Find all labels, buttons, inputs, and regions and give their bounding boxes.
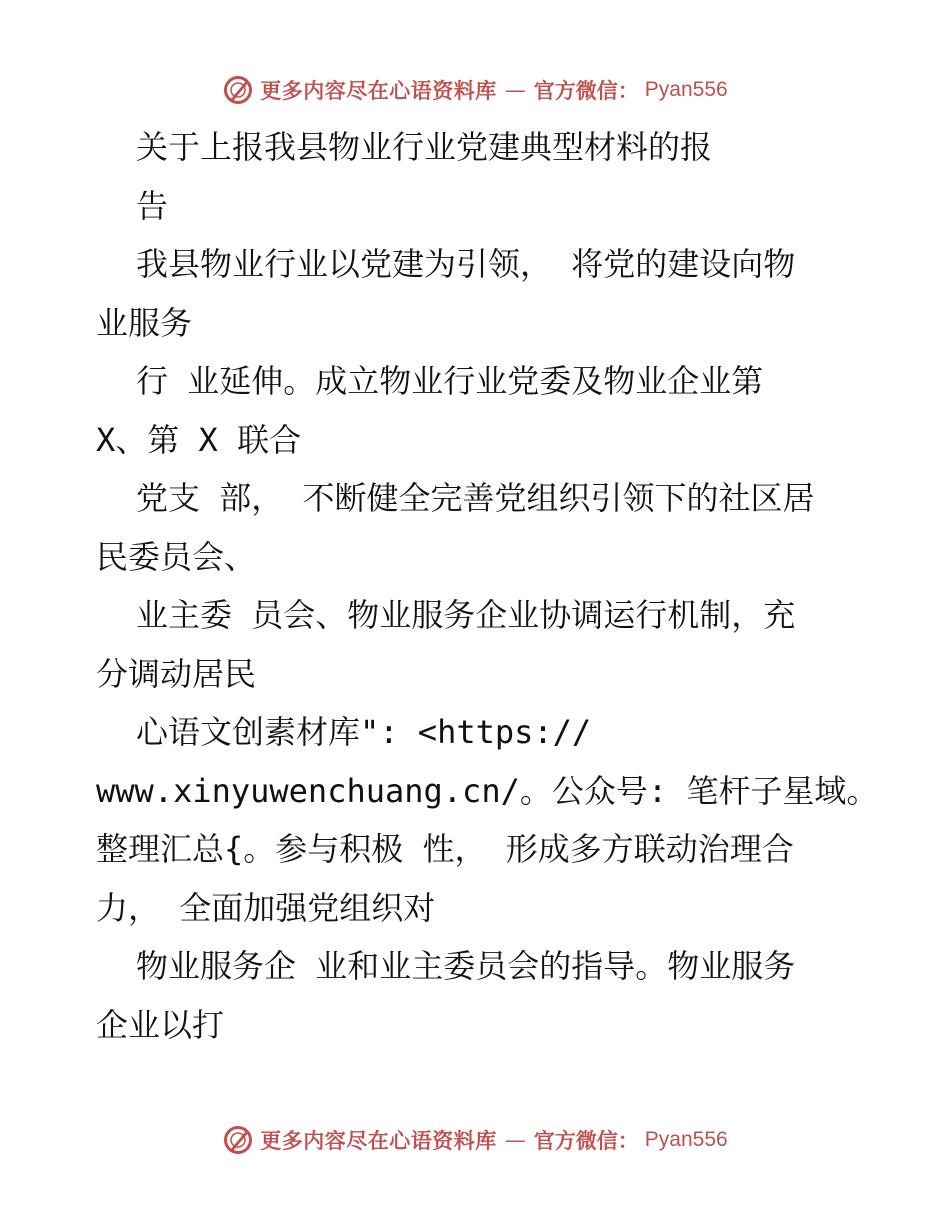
watermark-separator: — [504, 1128, 526, 1152]
paragraph-line: 我县物业行业以党建为引领， 将党的建设向物 [136, 245, 796, 283]
watermark-wechat-label: 官方微信： [533, 78, 639, 103]
paragraph-line: 业主委 员会、物业服务企业协调运行机制，充 [136, 596, 796, 634]
watermark-wechat-id: Pyan556 [644, 78, 728, 101]
paragraph-line: 分调动居民 [96, 654, 257, 693]
paragraph-line: 力， 全面加强党组织对 [96, 888, 436, 927]
watermark-site-text: 更多内容尽在心语资料库 [260, 1128, 497, 1153]
header-watermark [0, 70, 950, 110]
footer-watermark [0, 1120, 950, 1160]
paragraph-line: 整理汇总{。参与积极 性， 形成多方联动治理合 [96, 830, 794, 868]
watermark-wechat-id: Pyan556 [644, 1128, 728, 1151]
paragraph-line: 民委员会、 [96, 537, 257, 576]
quill-seal-logo-icon [222, 74, 254, 106]
watermark-wechat-label: 官方微信： [533, 1128, 639, 1153]
paragraph-line: 企业以打 [96, 1005, 225, 1044]
paragraph-line: 行 业延伸。成立物业行业党委及物业企业第 [136, 362, 764, 400]
paragraph-line: 心语文创素材库": <https:// [136, 713, 592, 751]
paragraph-line: 物业服务企 业和业主委员会的指导。物业服务 [136, 947, 796, 985]
paragraph-line: 业服务 [96, 303, 193, 342]
paragraph-line: 党支 部， 不断健全完善党组织引领下的社区居 [136, 479, 815, 517]
quill-seal-logo-icon [222, 1124, 254, 1156]
watermark-separator: — [504, 78, 526, 102]
document-title-line: 关于上报我县物业行业党建典型材料的报 [136, 128, 713, 166]
watermark-site-text: 更多内容尽在心语资料库 [260, 78, 497, 103]
document-title-line: 告 [136, 186, 169, 225]
paragraph-line: www.xinyuwenchuang.cn/。公众号: 笔杆子星域。 [96, 771, 879, 810]
document-body [96, 118, 879, 1054]
paragraph-line: X、第 X 联合 [96, 420, 302, 459]
